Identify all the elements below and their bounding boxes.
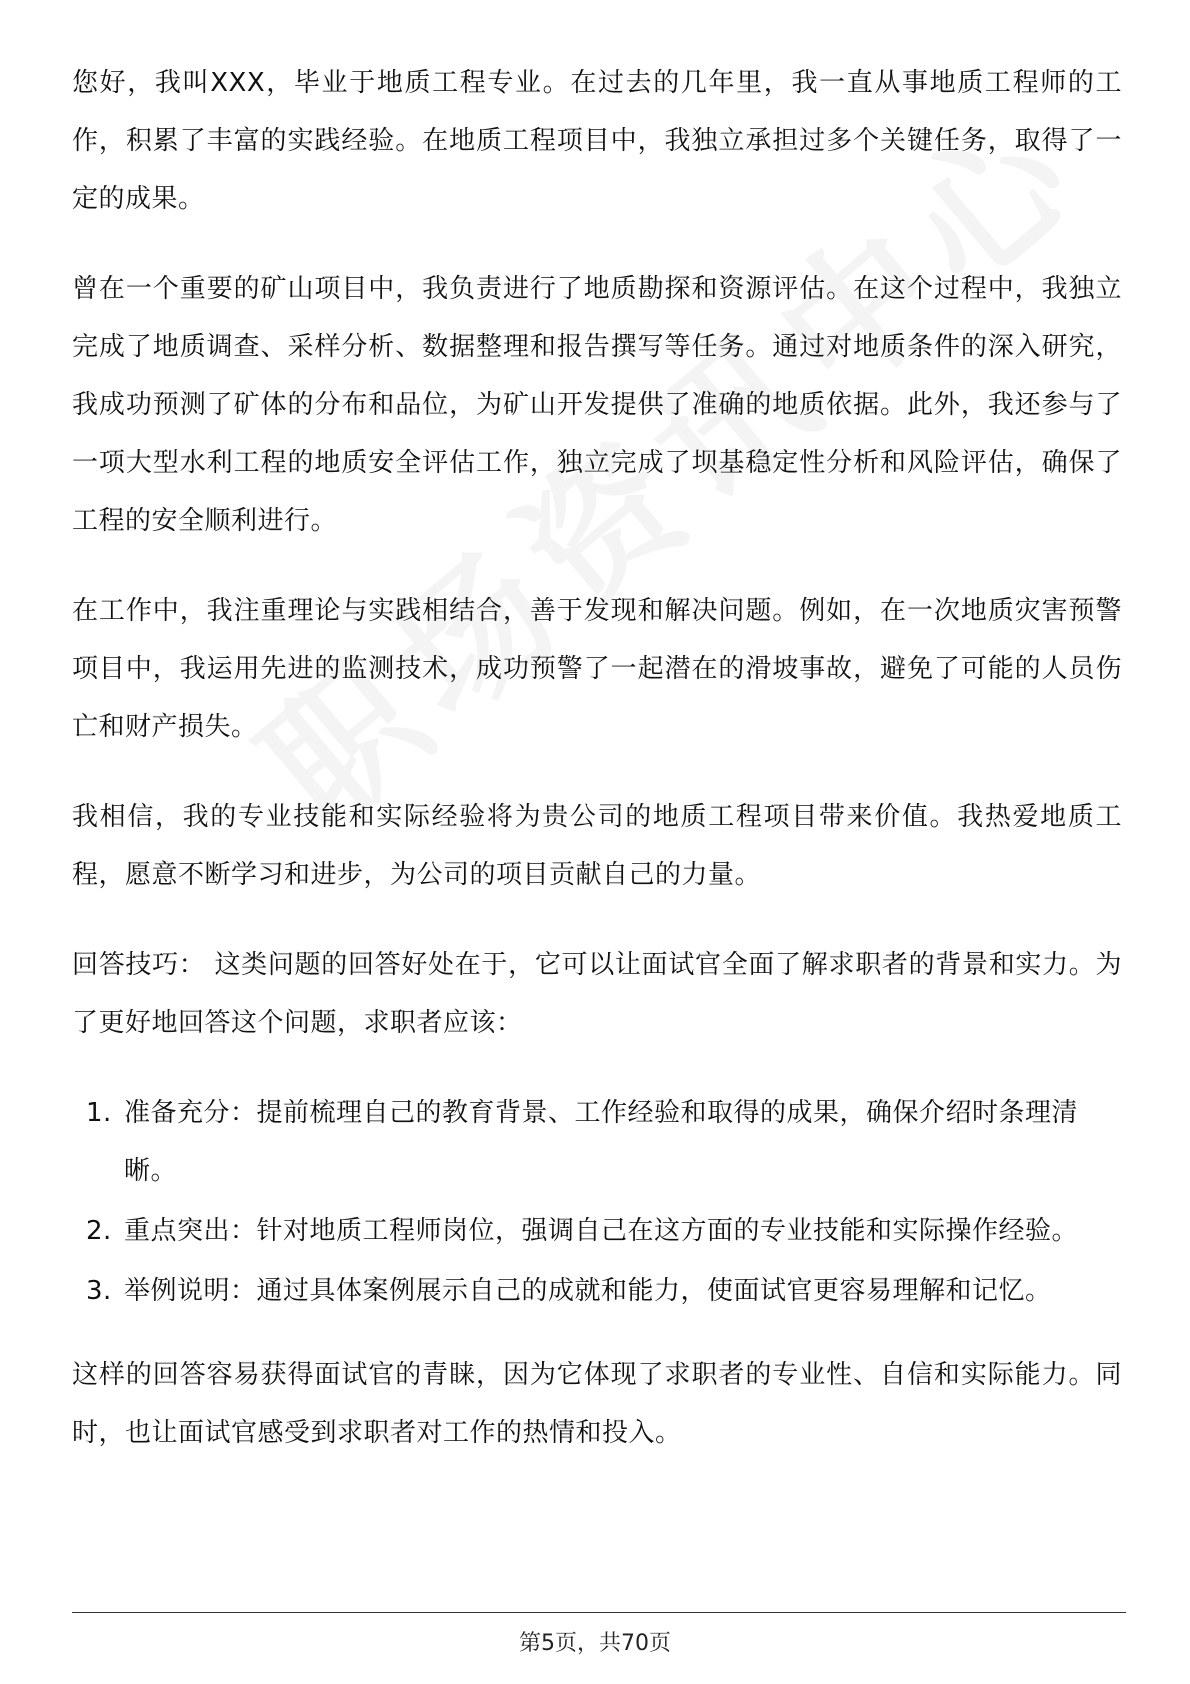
footer-divider: [72, 1612, 1126, 1613]
paragraph-value: 我相信，我的专业技能和实际经验将为贵公司的地质工程项目带来价值。我热爱地质工程，愿意不断学习和进步，为公司的项目贡献自己的力量。: [72, 802, 1122, 890]
list-item-text: 重点突出：针对地质工程师岗位，强调自己在这方面的专业技能和实际操作经验。: [124, 1216, 1079, 1246]
paragraph-work-approach: 在工作中，我注重理论与实践相结合，善于发现和解决问题。例如，在一次地质灾害预警项目中，我运用先进的监测技术，成功预警了一起潜在的滑坡事故，避免了可能的人员伤亡和财产损失。: [72, 596, 1122, 742]
paragraph-tips: 回答技巧： 这类问题的回答好处在于，它可以让面试官全面了解求职者的背景和实力。为了更好地回答这个问题，求职者应该：: [72, 950, 1122, 1038]
list-number: 1.: [86, 1098, 112, 1128]
list-number: 2.: [86, 1216, 112, 1246]
document-body: [72, 54, 1122, 1494]
paragraph-closing: 这样的回答容易获得面试官的青睐，因为它体现了求职者的专业性、自信和实际能力。同时，也让面试官感受到求职者对工作的热情和投入。: [72, 1360, 1122, 1448]
list-item: [72, 1262, 1122, 1320]
list-item: [72, 1084, 1122, 1200]
paragraph-intro: 您好，我叫XXX，毕业于地质工程专业。在过去的几年里，我一直从事地质工程师的工作，积累了丰富的实践经验。在地质工程项目中，我独立承担过多个关键任务，取得了一定的成果。: [72, 68, 1122, 214]
list-item-text: 准备充分：提前梳理自己的教育背景、工作经验和取得的成果，确保介绍时条理清晰。: [124, 1098, 1079, 1186]
tips-list: [72, 1084, 1122, 1320]
list-item: [72, 1202, 1122, 1260]
page-number: 第5页，共70页: [519, 1631, 671, 1656]
list-item-text: 举例说明：通过具体案例展示自己的成就和能力，使面试官更容易理解和记忆。: [124, 1276, 1052, 1306]
list-number: 3.: [86, 1276, 112, 1306]
paragraph-mining-project: 曾在一个重要的矿山项目中，我负责进行了地质勘探和资源评估。在这个过程中，我独立完成了地质调查、采样分析、数据整理和报告撰写等任务。通过对地质条件的深入研究，我成功预测了矿体的分布和品位，为矿山开发提供了准确的地质依据。此外，我还参与了一项大型水利工程的地质安全评估工作，独立完成了坝基稳定性分析和风险评估，确保了工程的安全顺利进行。: [72, 274, 1122, 536]
